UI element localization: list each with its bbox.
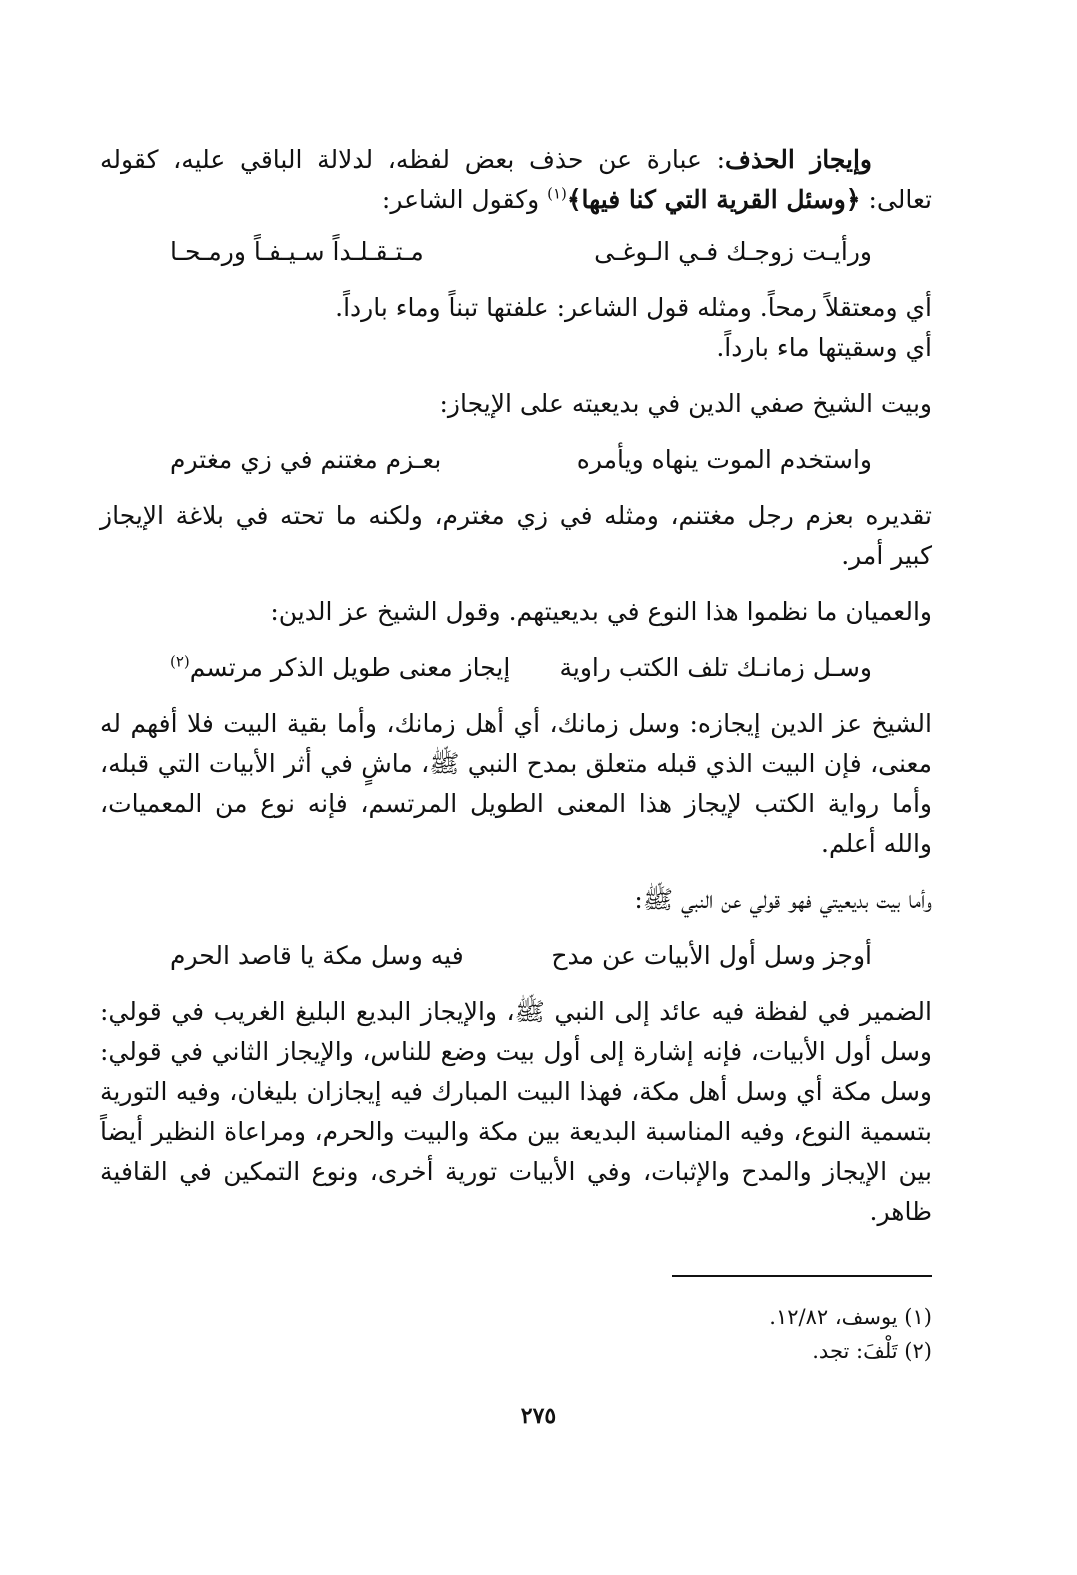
verse-4 bbox=[100, 936, 932, 976]
footnote-divider bbox=[672, 1275, 932, 1277]
footnotes bbox=[332, 1300, 932, 1368]
verse-hemistich-second: فيه وسل مكة يا قاصد الحرم bbox=[170, 941, 464, 970]
verse-hemistich-text: إيجاز معنى طويل الذكر مرتسم bbox=[189, 653, 511, 682]
verse-hemistich-second bbox=[170, 648, 510, 688]
verse-hemistich-first: أوجز وسل أول الأبيات عن مدح bbox=[551, 941, 872, 970]
verse-hemistich-second: بعـزم مغتنم في زي مغترم bbox=[170, 445, 442, 474]
paragraph-saqaytuha: أي وسقيتها ماء بارداً. bbox=[716, 333, 932, 362]
verse-3 bbox=[100, 648, 932, 688]
paragraph-umyan: والعميان ما نظموا هذا النوع في بديعيتهم. وقول الشيخ عز الدين: bbox=[270, 597, 932, 626]
verse-1 bbox=[100, 232, 932, 272]
paragraph-text: وكقول الشاعر: bbox=[381, 185, 548, 214]
quran-quote: ﴿وسئل القرية التي كنا فيها﴾ bbox=[566, 185, 861, 214]
page-number: ٢٧٥ bbox=[520, 1403, 557, 1429]
verse-hemistich-first: وسـل زمانـك تلف الكتب راوية bbox=[559, 653, 872, 682]
paragraph-mutaqillan: أي ومعتقلاً رمحاً. ومثله قول الشاعر: علفتها تبناً وماء بارداً. bbox=[335, 293, 932, 322]
paragraph-hadhf bbox=[100, 140, 932, 220]
paragraph-text: : عبارة عن حذف بعض لفظه، لدلالة الباقي عليه، كقوله تعالى: bbox=[100, 145, 932, 214]
verse-hemistich-second: مـتـقـلـداً سـيـفـاً ورمـحـا bbox=[170, 237, 424, 266]
paragraph-taqdiruhu: تقديره بعزم رجل مغتنم، ومثله في زي مغترم، ولكنه ما تحته في بلاغة الإيجاز كبير أمر. bbox=[100, 501, 932, 570]
footnote-2: (٢) تَلْفَ: تجد. bbox=[812, 1339, 932, 1363]
paragraph-safi-al-din: وبيت الشيخ صفي الدين في بديعيته على الإيجاز: bbox=[439, 389, 932, 418]
paragraph-damir: الضمير في لفظة فيه عائد إلى النبي ﷺ، والإيجاز البديع البليغ الغريب في قولي: وسل أول الأبيات، فإنه إشارة إلى أول بيت وضع للناس، والإيجاز الثاني في قولي: وسل مكة أي وسل أهل مكة، فهذا البيت المبارك فيه إيجازان بليغان، وفيه التورية بتسمية النوع، وفيه المناسبة البديعة بين مكة والبيت والحرم، ومراعاة النظير أيضاً بين الإيجاز والمدح والإثبات، وفي الأبيات تورية أخرى، ونوع التمكين في القافية ظاهر. bbox=[100, 997, 932, 1226]
verse-hemistich-first: ورأيـت زوجـك فـي الـوغـى bbox=[594, 237, 872, 266]
paragraph-izz-al-din: الشيخ عز الدين إيجازه: وسل زمانك، أي أهل زمانك، وأما بقية البيت فلا أفهم له معنى، فإن البيت الذي قبله متعلق بمدح النبي ﷺ، ماشٍ في أثر الأبيات التي قبله، وأما رواية الكتب لإيجاز هذا المعنى الطويل المرتسم، فإنه نوع من المعميات، والله أعلم. bbox=[100, 709, 932, 858]
term-ijaz-hadhf: وإيجاز الحذف bbox=[725, 145, 872, 174]
verse-hemistich-first: واستخدم الموت ينهاه ويأمره bbox=[576, 445, 872, 474]
footnote-ref: (١) bbox=[547, 184, 567, 203]
footnote-1: (١) يوسف، ١٢/٨٢. bbox=[769, 1305, 932, 1329]
page-body bbox=[100, 140, 932, 1248]
footnote-ref: (٢) bbox=[170, 652, 190, 671]
paragraph-badiiyati: وأما بيت بديعيتي فهو قولي عن النبي ﷺ: bbox=[634, 885, 932, 914]
verse-2 bbox=[100, 440, 932, 480]
